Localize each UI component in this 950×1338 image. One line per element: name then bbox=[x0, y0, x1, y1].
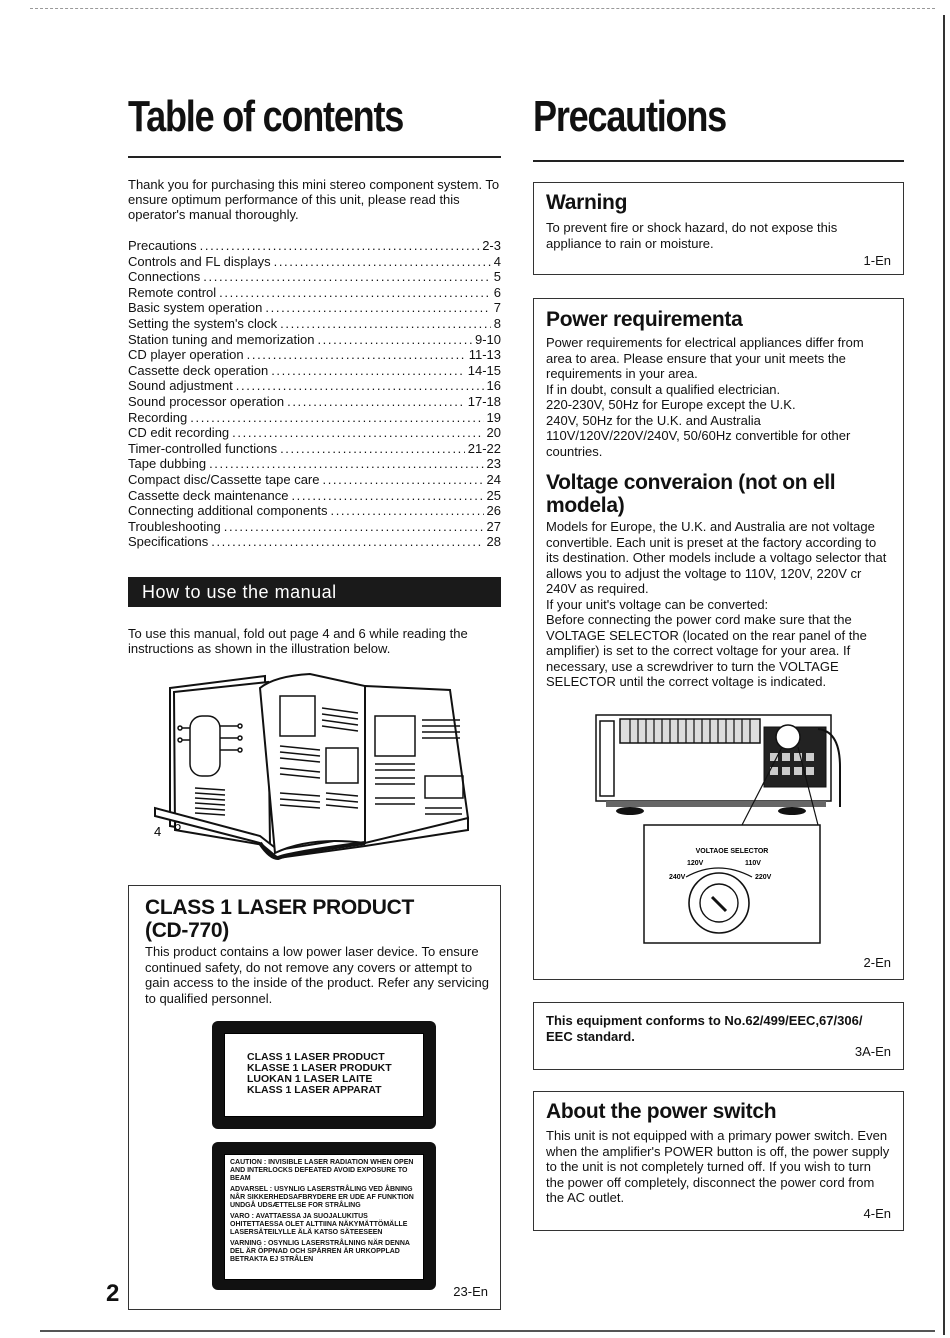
power-text-2: If in doubt, consult a qualified electrician. bbox=[546, 381, 781, 397]
toc-entry-page: 24 bbox=[486, 471, 501, 487]
toc-entry bbox=[128, 332, 501, 348]
toc-entry-label: Tape dubbing bbox=[128, 456, 207, 472]
toc-entry bbox=[128, 472, 501, 488]
voltage-heading: Voltage converaion (not on ell modela) bbox=[546, 471, 836, 517]
laser-heading-2: (CD-770) bbox=[145, 919, 229, 942]
page-number: 2 bbox=[106, 1280, 120, 1307]
toc-entry-label: CD edit recording bbox=[128, 425, 230, 441]
selector-110v: 110V bbox=[745, 860, 761, 867]
power-text-5: 110V/120V/220V/240V, 50/60Hz convertible for other countries. bbox=[546, 428, 851, 459]
laser-product-box bbox=[128, 885, 501, 1310]
toc-entry bbox=[128, 378, 501, 394]
toc-entry-label: Basic system operation bbox=[128, 300, 263, 316]
toc-leader bbox=[280, 441, 465, 457]
laser-ref: 23-En bbox=[453, 1284, 488, 1299]
toc-entry-page: 7 bbox=[493, 300, 501, 316]
toc-entry bbox=[128, 316, 501, 332]
toc-entry-label: CD player operation bbox=[128, 347, 244, 363]
voltage-text-1: Models for Europe, the U.K. and Australia are not voltage convertible. Each unit is preset at the factory according to its destination. Other models include a voltago selector that allows you to adjust the voltage to 110V, 120V, 220V cr 240V as required. bbox=[546, 519, 887, 596]
toc-entry-label: Cassette deck maintenance bbox=[128, 487, 289, 503]
laser-class-label bbox=[212, 1021, 436, 1129]
toc-entry bbox=[128, 254, 501, 270]
amplifier-rear-illustration bbox=[592, 707, 852, 947]
toc-entry bbox=[128, 269, 501, 285]
toc-entry-label: Controls and FL displays bbox=[128, 253, 271, 269]
toc-entry-label: Specifications bbox=[128, 534, 209, 550]
toc-leader bbox=[280, 316, 491, 332]
laser-text: This product contains a low power laser device. To ensure continued safety, do not remove any covers or attempt to gain access to the inside of the product. Refer any servicing to qualified personnel. bbox=[145, 944, 489, 1006]
laser-label-line: LUOKAN 1 LASER LAITE bbox=[247, 1073, 373, 1085]
toc-entry-page: 27 bbox=[486, 518, 501, 534]
toc-entry-label: Setting the system's clock bbox=[128, 315, 278, 331]
laser-heading-1: CLASS 1 LASER PRODUCT bbox=[145, 896, 415, 919]
toc-leader bbox=[211, 534, 483, 550]
warning-heading: Warning bbox=[546, 191, 628, 214]
laser-caution-label bbox=[212, 1142, 436, 1290]
toc-entry-page: 9-10 bbox=[474, 331, 501, 347]
laser-caution-line: VARNING : OSYNLIG LASERSTRÅLNING NÄR DENNA DEL ÄR ÖPPNAD OCH SPÄRREN ÄR URKOPPLAD BETRAKTA EJ STRÅLEN bbox=[230, 1240, 410, 1263]
toc-leader bbox=[219, 285, 491, 301]
toc-entry-label: Connecting additional components bbox=[128, 503, 328, 519]
power-switch-box bbox=[533, 1091, 904, 1231]
toc-entry-label: Compact disc/Cassette tape care bbox=[128, 471, 320, 487]
toc-entry-label: Remote control bbox=[128, 284, 217, 300]
selector-120v: 120V bbox=[687, 860, 704, 867]
toc-entry-page: 14-15 bbox=[467, 362, 501, 378]
toc-entry-page: 20 bbox=[486, 425, 501, 441]
toc-entry-page: 6 bbox=[493, 284, 501, 300]
toc-entry-page: 19 bbox=[486, 409, 501, 425]
power-switch-heading: About the power switch bbox=[546, 1100, 777, 1123]
toc-entry-label: Troubleshooting bbox=[128, 518, 221, 534]
right-border bbox=[943, 15, 945, 1335]
toc-leader bbox=[330, 503, 483, 519]
power-ref: 2-En bbox=[863, 955, 891, 970]
toc-entry-label: Precautions bbox=[128, 238, 197, 253]
toc-leader bbox=[322, 472, 483, 488]
laser-caution-line: VARO : AVATTAESSA JA SUOJALUKITUS OHITETTAESSA OLET ALTTIINA NÄKYMÄTTÖMÄLLE LASERSÄTEILYLLE ÄLÄ KATSO SÄTEESEEN bbox=[230, 1213, 408, 1236]
toc-entry-page: 26 bbox=[486, 503, 501, 519]
toc-leader bbox=[200, 238, 480, 254]
toc-entry-page: 16 bbox=[486, 378, 501, 394]
toc-leader bbox=[287, 394, 465, 410]
toc-entry-label: Recording bbox=[128, 409, 188, 425]
toc-entry-page: 17-18 bbox=[467, 393, 501, 409]
toc-title: Table of contents bbox=[128, 92, 404, 141]
toc-entry-label: Sound adjustment bbox=[128, 378, 233, 394]
toc-entry-page: 23 bbox=[486, 456, 501, 472]
eec-box bbox=[533, 1002, 904, 1070]
precautions-rule bbox=[533, 160, 904, 162]
laser-label-line: KLASS 1 LASER APPARAT bbox=[247, 1084, 382, 1096]
toc-entry-page: 8 bbox=[493, 315, 501, 331]
power-heading: Power requirementa bbox=[546, 308, 743, 331]
toc-entry bbox=[128, 394, 501, 410]
power-text-1: Power requirements for electrical appliances differ from area to area. Please ensure that your unit meets the requirements in your area. bbox=[546, 335, 864, 381]
toc-leader bbox=[291, 488, 483, 504]
toc-entry bbox=[128, 238, 501, 254]
book-page-6: 6 bbox=[174, 818, 182, 833]
toc-entry bbox=[128, 410, 501, 426]
toc-entry-page: 2-3 bbox=[482, 238, 501, 253]
toc-entry-page: 28 bbox=[486, 534, 501, 550]
voltage-text-block bbox=[546, 519, 892, 690]
toc-entry bbox=[128, 503, 501, 519]
warning-text: To prevent fire or shock hazard, do not expose this appliance to rain or moisture. bbox=[546, 220, 838, 251]
toc-entry bbox=[128, 519, 501, 535]
toc-entry-label: Timer-controlled functions bbox=[128, 440, 278, 456]
eec-ref: 3A-En bbox=[854, 1044, 891, 1059]
toc-entry bbox=[128, 534, 501, 550]
laser-caution-line: ADVARSEL : USYNLIG LASERSTRÅLING VED ÅBNING NÅR SIKKERHEDSAFBRYDERE ER UDE AF FUNKTION UNDGÅ UDSÆTTELSE FOR STRÅLING bbox=[230, 1186, 414, 1209]
toc-leader bbox=[203, 269, 490, 285]
toc-leader bbox=[247, 347, 466, 363]
toc-intro: Thank you for purchasing this mini stereo component system. To ensure optimum performance of this unit, please read this operator's manual thoroughly. bbox=[128, 177, 500, 222]
selector-240v: 240V bbox=[669, 874, 686, 881]
toc-entry bbox=[128, 488, 501, 504]
toc-leader bbox=[265, 300, 490, 316]
book-page-4: 4 bbox=[154, 824, 162, 839]
laser-label-line: KLASSE 1 LASER PRODUKT bbox=[247, 1062, 392, 1074]
toc-entry-page: 21-22 bbox=[467, 440, 501, 456]
toc-entry bbox=[128, 347, 501, 363]
warning-ref: 1-En bbox=[863, 253, 891, 268]
toc-leader bbox=[232, 425, 483, 441]
power-text-3: 220-230V, 50Hz for Europe except the U.K. bbox=[546, 397, 796, 412]
howto-banner: How to use the manual bbox=[128, 577, 501, 607]
toc-entry-page: 4 bbox=[493, 253, 501, 269]
toc-entry-label: Connections bbox=[128, 269, 201, 285]
toc-leader bbox=[274, 254, 491, 270]
voltage-text-3: Before connecting the power cord make sure that the VOLTAGE SELECTOR (located on the rear panel of the amplifier) is set to the correct voltage for your area. If necessary, use a screwdriver to turn the VOLTAGE SELECTOR until the correct voltage is indicated. bbox=[546, 612, 867, 689]
precautions-title: Precautions bbox=[533, 92, 727, 141]
toc-leader bbox=[317, 332, 472, 348]
selector-label: VOLTAOE SELECTOR bbox=[695, 848, 769, 855]
laser-label-line: CLASS 1 LASER PRODUCT bbox=[247, 1051, 385, 1063]
power-switch-ref: 4-En bbox=[863, 1206, 891, 1221]
power-box bbox=[533, 298, 904, 980]
howto-text: To use this manual, fold out page 4 and 6 while reading the instructions as shown in the illustration below. bbox=[128, 626, 468, 656]
toc-list bbox=[128, 238, 501, 550]
eec-text: This equipment conforms to No.62/499/EEC,67/306/ EEC standard. bbox=[546, 1013, 863, 1044]
warning-box bbox=[533, 182, 904, 275]
power-text-block bbox=[546, 335, 892, 459]
toc-entry bbox=[128, 441, 501, 457]
open-manual-illustration bbox=[150, 668, 480, 868]
bottom-border bbox=[40, 1330, 935, 1332]
toc-entry-page: 11-13 bbox=[468, 347, 501, 363]
toc-entry bbox=[128, 456, 501, 472]
top-border bbox=[30, 8, 935, 9]
voltage-text-2: If your unit's voltage can be converted: bbox=[546, 596, 769, 612]
toc-title-rule bbox=[128, 156, 501, 158]
toc-entry bbox=[128, 300, 501, 316]
toc-leader bbox=[236, 378, 484, 394]
toc-leader bbox=[209, 456, 483, 472]
selector-220v: 220V bbox=[755, 874, 772, 881]
toc-leader bbox=[271, 363, 465, 379]
power-text-4: 240V, 50Hz for the U.K. and Australia bbox=[546, 412, 761, 428]
toc-entry-page: 5 bbox=[493, 269, 501, 285]
toc-leader bbox=[190, 410, 483, 426]
toc-entry bbox=[128, 363, 501, 379]
laser-caution-line: CAUTION : INVISIBLE LASER RADIATION WHEN OPEN AND INTERLOCKS DEFEATED AVOID EXPOSURE TO BEAM bbox=[230, 1159, 414, 1182]
toc-entry-label: Sound processor operation bbox=[128, 393, 285, 409]
toc-entry-page: 25 bbox=[486, 487, 501, 503]
toc-leader bbox=[224, 519, 484, 535]
toc-entry-label: Cassette deck operation bbox=[128, 362, 269, 378]
toc-entry-label: Station tuning and memorization bbox=[128, 331, 315, 347]
toc-entry bbox=[128, 425, 501, 441]
toc-entry bbox=[128, 285, 501, 301]
power-switch-text: This unit is not equipped with a primary power switch. Even when the amplifier's POWER button is off, the power supply to the unit is not completely turned off. If you wish to turn the power off completely, disconnect the power cord from the AC outlet. bbox=[546, 1128, 890, 1205]
